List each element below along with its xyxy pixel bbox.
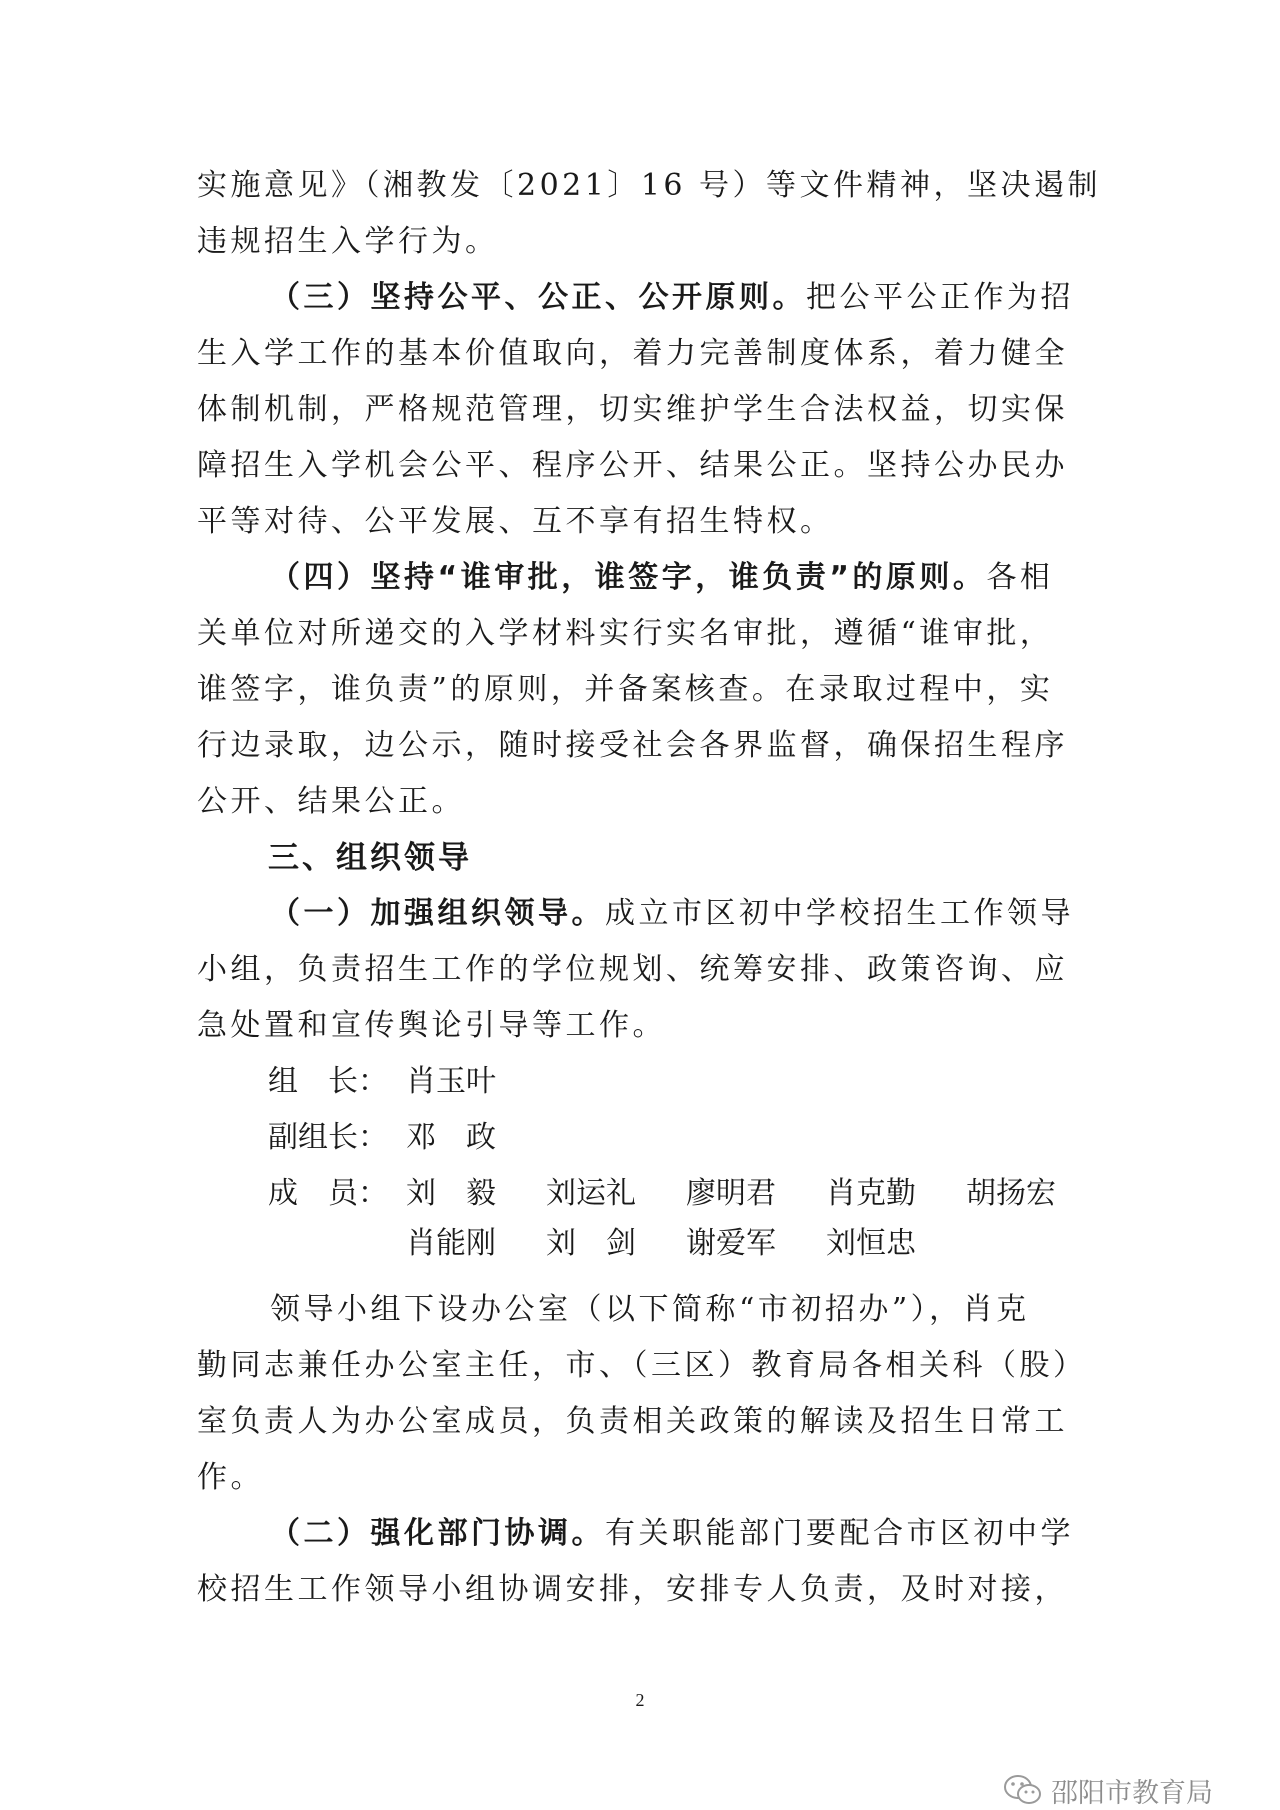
member-name: 胡扬宏 xyxy=(966,1176,1056,1211)
paragraph-line: 障招生入学机会公平、程序公开、结果公正。坚持公办民办 xyxy=(197,448,1068,483)
member-name: 刘 剑 xyxy=(546,1226,636,1261)
paragraph-line: 领导小组下设办公室（以下简称“市初招办”），肖克 xyxy=(270,1292,1030,1327)
member-name: 刘恒忠 xyxy=(826,1226,916,1261)
member-name: 廖明君 xyxy=(686,1176,776,1211)
paragraph-line: 行边录取，边公示，随时接受社会各界监督，确保招生程序 xyxy=(197,728,1068,763)
wechat-watermark xyxy=(1003,1770,1213,1810)
paragraph-line: 勤同志兼任办公室主任，市、（三区）教育局各相关科（股） xyxy=(197,1348,1087,1383)
members-label: 成 员： xyxy=(268,1176,388,1211)
deputy-label: 副组长： xyxy=(268,1120,388,1155)
page-number: 2 xyxy=(635,1690,645,1710)
paragraph-text: 成立市区初中学校招生工作领导 xyxy=(605,896,1074,931)
member-name: 肖能刚 xyxy=(406,1226,496,1261)
paragraph-line: 实施意见》（湘教发〔2021〕16 号）等文件精神，坚决遏制 xyxy=(197,168,1102,203)
paragraph-line: 室负责人为办公室成员，负责相关政策的解读及招生日常工 xyxy=(197,1404,1068,1439)
paragraph-line: 校招生工作领导小组协调安排，安排专人负责，及时对接， xyxy=(197,1572,1068,1607)
section-heading: 三、组织领导 xyxy=(268,840,472,876)
member-name: 刘运礼 xyxy=(546,1176,636,1211)
leader-label: 组 长： xyxy=(268,1064,388,1099)
member-name: 谢爱军 xyxy=(686,1226,776,1261)
deputy-name: 邓 政 xyxy=(406,1120,496,1155)
paragraph-text: 各相 xyxy=(986,560,1054,595)
paragraph-line: 生入学工作的基本价值取向，着力完善制度体系，着力健全 xyxy=(197,336,1068,371)
group-leader-row xyxy=(268,1062,496,1102)
paragraph-line: 平等对待、公平发展、互不享有招生特权。 xyxy=(197,504,834,539)
paragraph-line: 急处置和宣传舆论引导等工作。 xyxy=(197,1008,666,1043)
paragraph-lead: （二）强化部门协调。 xyxy=(270,1516,605,1551)
paragraph-line xyxy=(270,278,1074,318)
paragraph-text: 把公平公正作为招 xyxy=(806,280,1074,315)
paragraph-text: 有关职能部门要配合市区初中学 xyxy=(605,1516,1074,1551)
member-name: 刘 毅 xyxy=(406,1176,496,1211)
paragraph-lead: （四）坚持“谁审批，谁签字，谁负责”的原则。 xyxy=(270,560,987,595)
paragraph-line: 谁签字，谁负责”的原则，并备案核查。在录取过程中，实 xyxy=(197,672,1054,707)
paragraph-lead: （三）坚持公平、公正、公开原则。 xyxy=(270,280,806,315)
group-members-row-2 xyxy=(406,1224,916,1264)
watermark-text: 邵阳市教育局 xyxy=(1051,1777,1213,1809)
paragraph-line: 体制机制，严格规范管理，切实维护学生合法权益，切实保 xyxy=(197,392,1068,427)
paragraph-line: 公开、结果公正。 xyxy=(197,784,465,819)
paragraph-line xyxy=(270,1514,1074,1554)
paragraph-line xyxy=(270,894,1074,934)
wechat-icon xyxy=(1003,1773,1043,1807)
group-members-row xyxy=(268,1174,1056,1214)
paragraph-line: 作。 xyxy=(197,1460,264,1495)
paragraph-lead: （一）加强组织领导。 xyxy=(270,896,605,931)
paragraph-line: 违规招生入学行为。 xyxy=(197,224,499,259)
member-name: 肖克勤 xyxy=(826,1176,916,1211)
paragraph-line: 小组，负责招生工作的学位规划、统筹安排、政策咨询、应 xyxy=(197,952,1068,987)
leader-name: 肖玉叶 xyxy=(406,1064,496,1099)
paragraph-line: 关单位对所递交的入学材料实行实名审批，遵循“谁审批， xyxy=(197,616,1054,651)
group-deputy-row xyxy=(268,1118,496,1158)
paragraph-line xyxy=(270,558,1053,598)
